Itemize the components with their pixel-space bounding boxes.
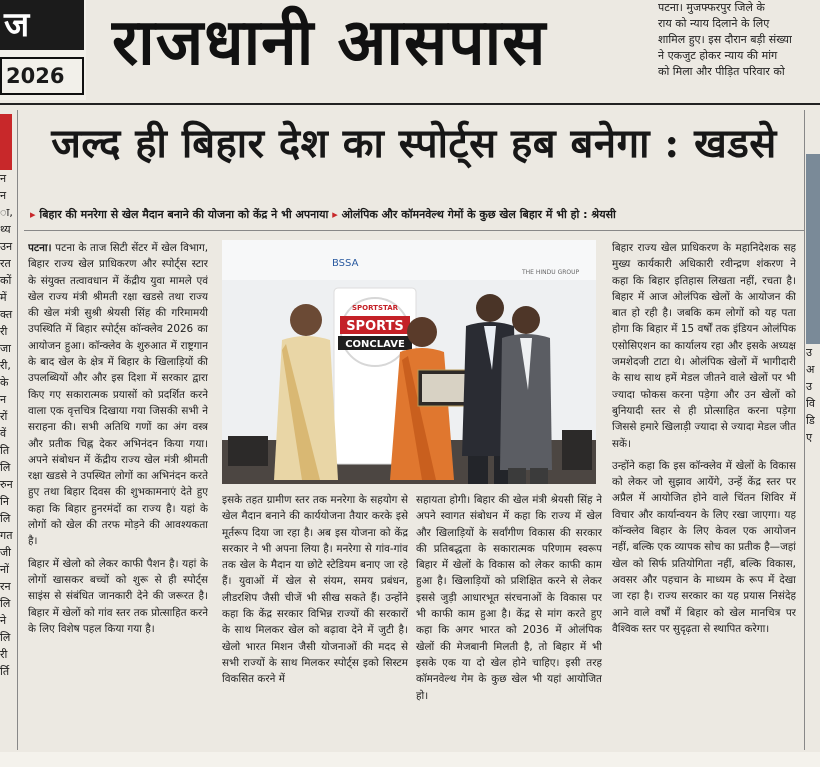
edition-year: 2026 (0, 57, 84, 95)
edge-fragment: क्त (0, 308, 13, 321)
triangle-bullet-icon: ▸ (30, 208, 36, 221)
edge-fragment: र्ति (0, 665, 10, 678)
edge-fragment: रुन (0, 478, 13, 491)
photo-logo-right: THE HINDU GROUP (522, 269, 580, 276)
red-marker (0, 114, 12, 170)
subheadline-row (30, 206, 804, 224)
edge-fragment: अ (806, 363, 815, 376)
next-article-strip (0, 752, 820, 767)
right-teaser (658, 0, 820, 100)
stand-subtitle: CONCLAVE (345, 339, 405, 350)
edge-fragment: कों (0, 274, 12, 287)
edge-fragment: जी (0, 546, 12, 559)
column-divider (804, 110, 805, 750)
edge-fragment: री (0, 648, 8, 661)
article-column-2 (222, 492, 408, 750)
teaser-line: शामिल हुए। इस दौरान बड़ी संख्या (658, 33, 792, 46)
photo-logo-left: BSSA (332, 258, 359, 269)
masthead-left-block (0, 0, 86, 100)
edge-fragment: नि (0, 495, 9, 508)
edge-fragment: उन (0, 240, 13, 253)
edge-fragment: उ (806, 380, 813, 393)
edge-fragment: लि (0, 631, 11, 644)
edge-fragment: ए (806, 431, 813, 444)
photo-illustration (222, 240, 596, 484)
paragraph: बिहार में खेलो को लेकर काफी पैशन है। यहां के लोगों खासकर बच्चों को शुरू से ही स्पोर्ट्स साइंस से संबंधित जानकारी देने की जरूरत है। बिहार में खेलों को गांव स्तर तक प्रोत्साहित करने के लिए विशेष पहल किया गया है। (28, 557, 208, 635)
edge-fragment: वें (0, 427, 7, 440)
edge-fragment: रन (0, 580, 11, 593)
edge-fragment: जा (0, 342, 12, 355)
edge-fragment: वि (806, 397, 815, 410)
masthead-rule (0, 103, 820, 105)
subheadline: ओलंपिक और कॉमनवेल्थ गेमों के कुछ खेल बिहार में भी हो : श्रेयसी (341, 208, 616, 221)
article-column-3 (416, 492, 602, 750)
edge-fragment: गत (0, 529, 13, 542)
edge-fragment: में (0, 291, 7, 304)
article-headline: जल्द ही बिहार देश का स्पोर्ट्स हब बनेगा : खडसे (51, 120, 777, 167)
article-column-4 (612, 240, 796, 750)
teaser-line: ने एकजुट होकर न्याय की मांग (658, 49, 778, 62)
edge-fragment: न (0, 393, 7, 406)
column-divider (17, 110, 18, 750)
paragraph (28, 240, 208, 550)
teaser-line: को मिला और पीड़ित परिवार को (658, 65, 785, 78)
subhead-rule (24, 230, 804, 231)
teaser-line: पटना। मुजफ्फरपुर जिले के (658, 1, 765, 14)
edge-fragment: के (0, 376, 9, 389)
article-column-1 (28, 240, 208, 750)
paragraph: सहायता होगी। बिहार की खेल मंत्री श्रेयसी सिंह ने अपने स्वागत संबोधन में कहा कि राज्य में खेल और खिलाड़ियों के सर्वांगीण विकास की सरकार की प्रतिबद्धता के सकारात्मक परिणाम स्वरूप बिहार में खेलों के विकास को लेकर काफी काम हुआ है। खिलाड़ियों को प्रशिक्षित करने से लेकर इससे जुड़ी आधारभूत संरचनाओं के विकास पर भी काफी काम हुआ है। केंद्र से मांग करते हुए कहा कि अगर भारत को 2036 में ओलंपिक खेलों की मेजबानी मिलती है, तो बिहार में भी इसके एक या दो खेल होने चाहिए। इसी तरह कॉमनवेल्थ गेम के कुछ खेल भी यहां आयोजित हो। (416, 494, 602, 702)
left-edge-text (0, 170, 18, 680)
stand-brand: SPORTSTAR (351, 304, 399, 312)
stand-title: SPORTS (346, 319, 404, 334)
triangle-bullet-icon: ▸ (332, 208, 338, 221)
teaser-line: राय को न्याय दिलाने के लिए (658, 17, 770, 30)
edge-fragment: रत (0, 257, 11, 270)
paragraph: इसके तहत ग्रामीण स्तर तक मनरेगा के सहयोग से खेल मैदान बनाने की कार्ययोजना तैयार करके इसे मूर्तरूप दिया जा रहा है। अब इस योजना को केंद्र सरकार ने भी अपना लिया है। मनरेगा से गांव-गांव तक खेल के मैदान या छोटे स्टेडियम बनाए जा रहे हैं। युवाओं में खेल से संयम, समय प्रबंधन, लीडरशिप जैसी चीजें भी सीख सकते हैं। उन्होंने कहा कि केंद्र सरकार विभिन्न राज्यों की सरकारों के साथ मिलकर खेल को बढ़ावा देने में जुटी है। खेलो भारत मिशन जैसी योजनाओं की मदद से सभी राज्यों के साथ मिलकर स्पोर्ट्स इको सिस्टम विकसित करने में (222, 494, 408, 686)
right-edge-text (806, 344, 820, 446)
edge-fragment: डि (806, 414, 815, 427)
adjacent-photo (806, 154, 820, 344)
edge-fragment: री, (0, 359, 11, 372)
edge-fragment: न (0, 172, 7, 185)
event-photo (222, 240, 596, 484)
paragraph: बिहार राज्य खेल प्राधिकरण के महानिदेशक सह मुख्य कार्यकारी अधिकारी रवीन्द्रण शंकरण ने कहा कि बिहार इतिहास लिखता नहीं, रचता है। बिहार में आज ओलंपिक खेलों के आयोजन की बात हो रही है। जबकि कम लोगों को यह पता होगा कि बिहार में 15 वर्षों तक इंडियन ओलंपिक एसोसिएशन का कार्यालय रहा और इसके अध्यक्ष जमशेदजी टाटा थे। ओलंपिक खेलों में भागीदारी के साथ साथ हमें मेडल जीतने वाले खेलों पर भी ज्यादा फोकस करना पड़ेगा और उन खेलों को बुनियादी स्तर से ही प्रोत्साहित करना पड़ेगा जिससे हमारे खिलाड़ी ज्यादा से ज्यादा मेडल जीत सकें। (612, 242, 796, 450)
edge-fragment: ा, (0, 206, 13, 219)
paragraph: उन्होंने कहा कि इस कॉन्क्लेव में खेलों के विकास को लेकर जो सुझाव आयेंगे, उन्हें केंद्र स्तर पर अप्रैल में आयोजित होने वाले चिंतन शिविर में विचार और कार्यान्वयन के लिए रखा जाएगा। यह कॉन्क्लेव बिहार के लिए केवल एक आयोजन नहीं, बल्कि एक व्यापक सोच का प्रतीक है—जहां खेल को सिर्फ प्रतियोगिता नहीं, बल्कि विकास, अवसर और पहचान के माध्यम के रूप में देखा जा रहा है। राज्य सरकार का यह प्रयास निसंदेह आने वाले वर्षों में बिहार को खेल मानचित्र पर वैश्विक स्तर पर सुदृढ़ता से स्थापित करेगा। (612, 459, 796, 635)
edge-fragment: लि (0, 512, 11, 525)
edge-fragment: ने (0, 614, 7, 627)
edge-fragment: उ (806, 346, 813, 359)
section-tag: ज (0, 0, 84, 50)
edge-fragment: ति (0, 444, 10, 457)
edge-fragment: नों (0, 563, 9, 576)
adjacent-article-right (806, 110, 820, 767)
edge-fragment: रों (0, 410, 8, 423)
edge-fragment: थ्य (0, 223, 11, 236)
subheadline: बिहार की मनरेगा से खेल मैदान बनाने की योजना को केंद्र ने भी अपनाया (39, 208, 329, 221)
edge-fragment: लि (0, 597, 11, 610)
section-title: राजधानी आसपास (112, 5, 547, 80)
adjacent-article-left (0, 110, 18, 767)
edge-fragment: री (0, 325, 8, 338)
edge-fragment: न (0, 189, 7, 202)
edge-fragment: लि (0, 461, 11, 474)
paragraph-text: पटना के ताज सिटी सेंटर में खेल विभाग, बिहार राज्य खेल प्राधिकरण और स्पोर्ट्स स्टार के संयुक्त तत्वावधान में केंद्रीय युवा मामले एवं खेल राज्य मंत्री श्रीमती रक्षा खडसे तथा राज्य की खेल मंत्री सुश्री श्रेयसी सिंह की गरिमामयी उपस्थिति में बिहार स्पोर्ट्स कॉन्क्लेव 2026 का आयोजन हुआ। कॉन्क्लेव के शुरुआत में राष्ट्रगान के बाद खेल के क्षेत्र में बिहार के खिलाड़ियों की उपलब्धियों और और इस दिशा में सरकार द्वारा किए गए सकारात्मक प्रयासों को प्रदर्शित करने वाला एक वृत्तचित्र दिखाया गया जिसकी सभी ने सराहना की। सभी अतिथि गणों का अंग वस्त्र और प्रतीक चिह्न देकर अभिनंदन किया गया। अपने संबोधन में केंद्रीय राज्य खेल मंत्री श्रीमती रक्षा खडसे ने उपस्थित लोगों का अभिनंदन करते हुए तथा बिहार दिवस की शुभकामनाएं देते हुए कहा कि बिहार हुनरमंदों का राज्य है। यहां के लोगों को खेल की तरफ मोड़ने की आवश्यकता है। (28, 242, 208, 548)
dateline: पटना। (28, 242, 52, 254)
